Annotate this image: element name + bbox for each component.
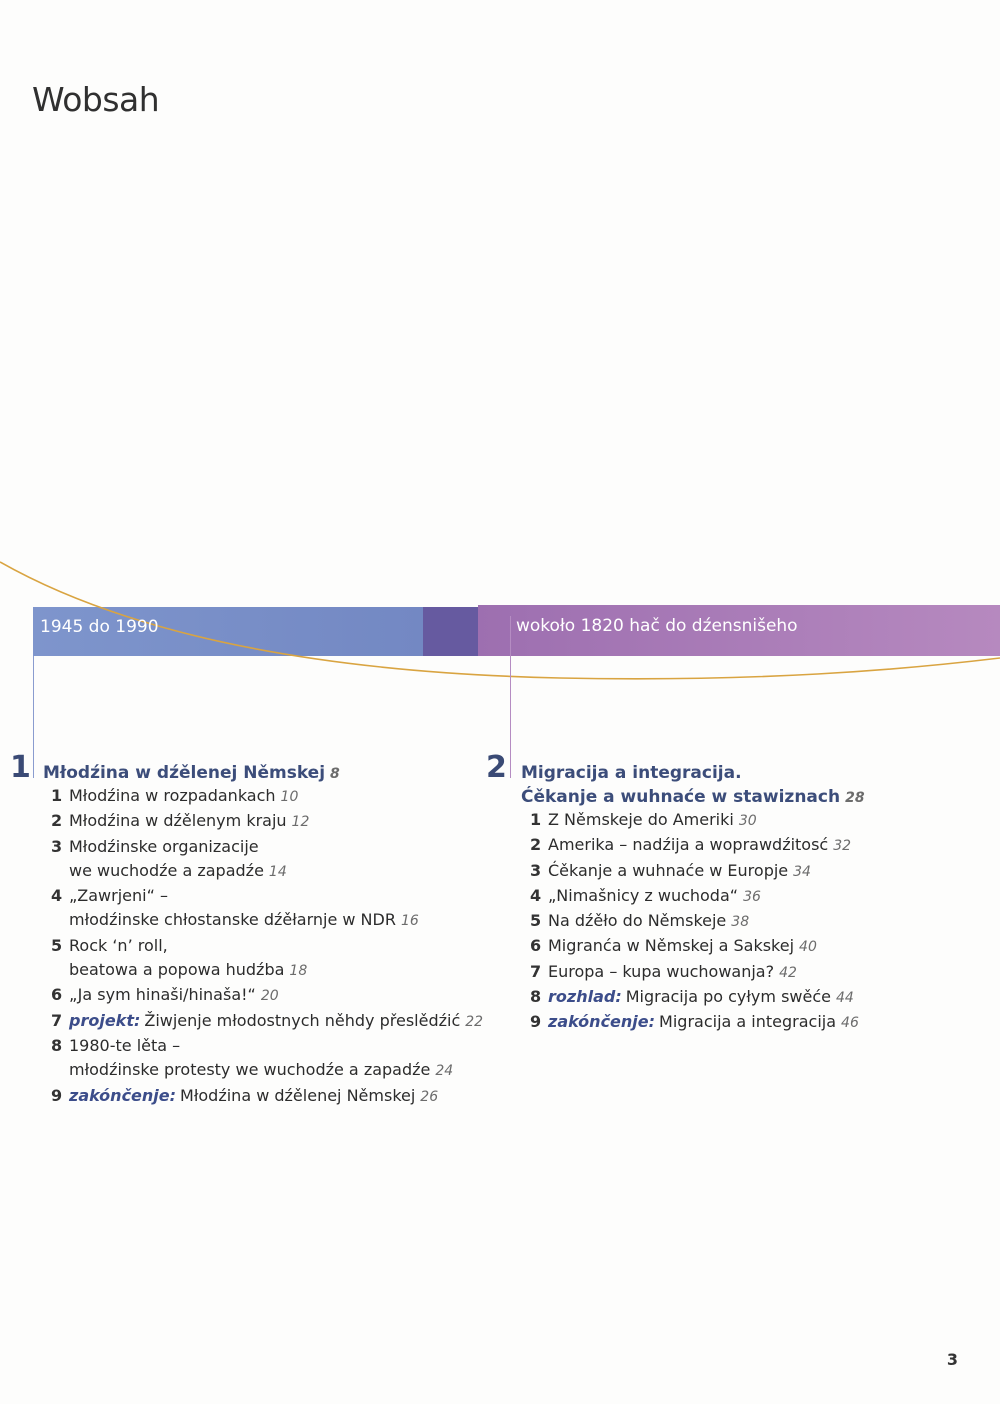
chapter-1-page: 8 <box>330 766 340 782</box>
timeline-label-left: 1945 do 1990 <box>40 617 159 637</box>
list-item[interactable]: 3 Ćěkanje a wuhnaće w Europje 34 <box>530 860 811 880</box>
chapter-2-marker-line <box>510 616 511 778</box>
chapter-1-marker-line <box>33 656 34 778</box>
list-item[interactable]: 7 projekt: Žiwjenje młodostnych něhdy přeslědźić 22 <box>51 1010 484 1030</box>
list-item[interactable]: 2 Amerika – nadźija a woprawdźitosć 32 <box>530 835 852 855</box>
chapter-2-number: 2 <box>486 750 507 785</box>
list-item[interactable]: 5 Rock ‘n’ roll, beatowa a popowa hudźba 18 <box>51 935 308 980</box>
chapter-2-page: 28 <box>845 790 865 806</box>
chapter-2-title: Migracija a integracija. Ćěkanje a wuhnaće w stawiznach 28 <box>521 763 865 807</box>
list-item[interactable]: 8 rozhlad: Migracija po cyłym swěće 44 <box>530 987 854 1007</box>
chapter-1-number: 1 <box>10 750 31 785</box>
page-number: 3 <box>946 1350 958 1369</box>
list-item[interactable]: 5 Na dźěło do Němskeje 38 <box>530 911 750 931</box>
list-item[interactable]: 1 Młodźina w rozpadankach 10 <box>51 786 299 805</box>
chapter-1-title: Młodźina w dźělenej Němskej 8 <box>43 763 340 783</box>
page-title: Wobsah <box>32 80 160 119</box>
list-item[interactable]: 4 „Nimašnicy z wuchoda“ 36 <box>530 885 761 905</box>
list-item[interactable]: 3 Młodźinske organizacije we wuchodźe a zapadźe 14 <box>51 836 287 880</box>
list-item[interactable]: 6 Migranća w Němskej a Sakskej 40 <box>530 936 817 956</box>
chapter-2-toc <box>530 808 859 1036</box>
list-item[interactable]: 6 „Ja sym hinaši/hinaša!“ 20 <box>51 985 279 1005</box>
list-item[interactable]: 4 „Zawrjeni“ – młodźinske chłostanske dźěłarnje w NDR 16 <box>51 886 419 930</box>
timeline-label-right: wokoło 1820 hač do dźensnišeho <box>516 616 798 636</box>
list-item[interactable]: 9 zakónčenje: Młodźina w dźělenej Němskej 26 <box>51 1085 439 1105</box>
list-item[interactable]: 7 Europa – kupa wuchowanja? 42 <box>530 961 797 981</box>
list-item[interactable]: 8 1980-te lěta – młodźinske protesty we wuchodźe a zapadźe 24 <box>51 1035 454 1080</box>
timeline-band-violet <box>423 607 478 656</box>
chapter-1-toc <box>51 784 483 1109</box>
list-item[interactable]: 2 Młodźina w dźělenym kraju 12 <box>51 811 310 831</box>
list-item[interactable]: 1 Z Němskeje do Ameriki 30 <box>530 810 757 829</box>
list-item[interactable]: 9 zakónčenje: Migracija a integracija 46 <box>530 1012 859 1032</box>
